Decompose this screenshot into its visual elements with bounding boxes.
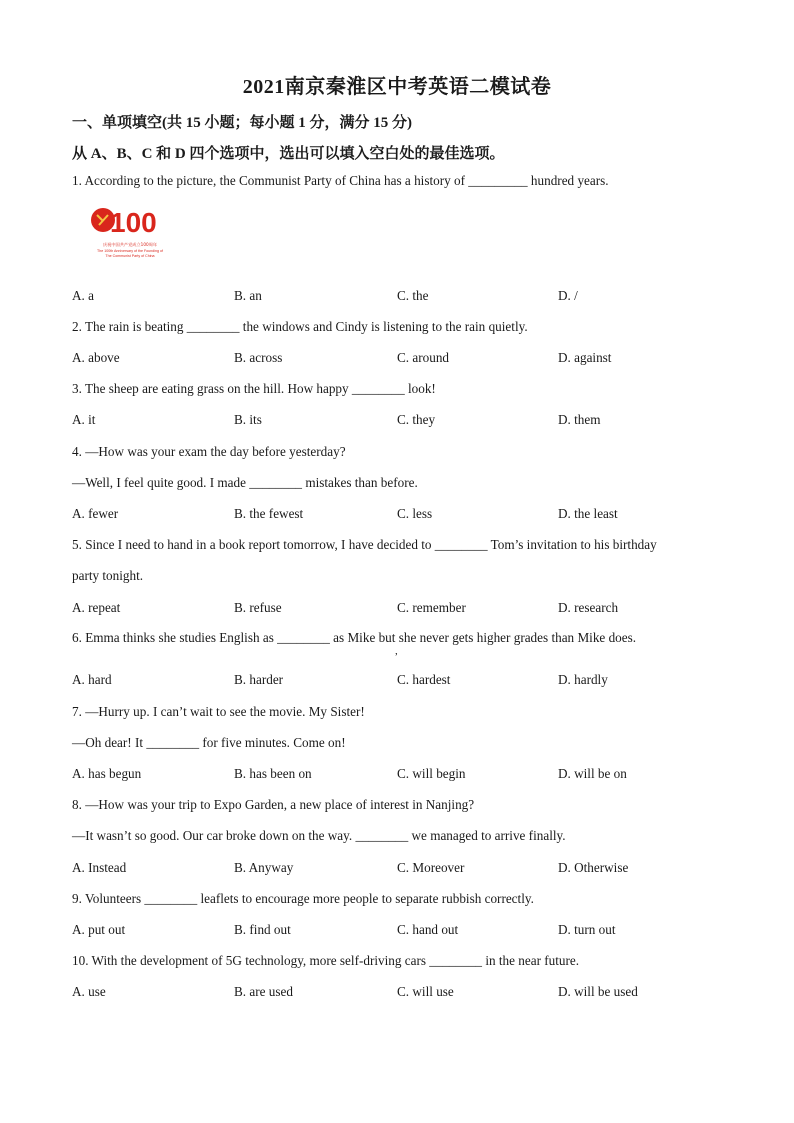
question-5-stem-line-1: 5. Since I need to hand in a book report tomorrow, I have decided to ________ Tom’s invitation to his birthday [72, 537, 657, 552]
option-b[interactable]: B. has been on [234, 766, 312, 781]
question-5-options [72, 600, 732, 618]
option-d[interactable]: D. will be on [558, 766, 627, 781]
question-4-stem-line-1: 4. —How was your exam the day before yesterday? [72, 444, 346, 459]
question-9-stem: 9. Volunteers ________ leaflets to encourage more people to separate rubbish correctly. [72, 891, 534, 906]
question-1-options [72, 288, 732, 306]
option-b[interactable]: B. across [234, 350, 283, 365]
question-3-stem: 3. The sheep are eating grass on the hill. How happy ________ look! [72, 381, 436, 396]
option-c[interactable]: C. around [397, 350, 450, 365]
option-a[interactable]: A. hard [72, 672, 112, 687]
question-2-options [72, 350, 732, 368]
question-7-stem-line-1: 7. —Hurry up. I can’t wait to see the movie. My Sister! [72, 704, 365, 719]
option-b[interactable]: B. its [234, 412, 262, 427]
option-d[interactable]: D. research [558, 600, 619, 615]
logo-caption-en-2: The Communist Party of China [105, 254, 155, 258]
option-a[interactable]: A. repeat [72, 600, 121, 615]
logo-caption-en-1: The 100th Anniversary of the Founding of [97, 249, 163, 253]
option-b[interactable]: B. find out [234, 922, 291, 937]
option-a[interactable]: A. it [72, 412, 96, 427]
question-2-stem: 2. The rain is beating ________ the windows and Cindy is listening to the rain quietly. [72, 319, 528, 334]
option-c[interactable]: C. Moreover [397, 860, 465, 875]
option-a[interactable]: A. above [72, 350, 120, 365]
question-5-stem-line-2: party tonight. [72, 568, 144, 583]
stray-comma: , [395, 645, 398, 657]
option-d[interactable]: D. turn out [558, 922, 616, 937]
party-100-anniversary-logo [88, 203, 172, 263]
question-10-stem: 10. With the development of 5G technology, more self-driving cars ________ in the near future. [72, 953, 580, 968]
option-a[interactable]: A. a [72, 288, 94, 303]
question-6-options [72, 672, 732, 690]
option-d[interactable]: D. will be used [558, 984, 638, 999]
option-b[interactable]: B. refuse [234, 600, 282, 615]
question-6-stem: 6. Emma thinks she studies English as ________ as Mike but she never gets higher grades than Mike does. [72, 630, 637, 645]
option-d[interactable]: D. / [558, 288, 578, 303]
option-d[interactable]: D. Otherwise [558, 860, 629, 875]
option-c[interactable]: C. remember [397, 600, 466, 615]
question-8-stem-line-2: —It wasn’t so good. Our car broke down on the way. ________ we managed to arrive finally. [72, 828, 566, 843]
option-a[interactable]: A. use [72, 984, 106, 999]
option-d[interactable]: D. hardly [558, 672, 608, 687]
question-9-options [72, 922, 732, 940]
question-3-options [72, 412, 732, 430]
question-7-stem-line-2: —Oh dear! It ________ for five minutes. Come on! [72, 735, 346, 750]
question-8-stem-line-1: 8. —How was your trip to Expo Garden, a new place of interest in Nanjing? [72, 797, 475, 812]
question-10-options [72, 984, 732, 1002]
option-c[interactable]: C. will use [397, 984, 454, 999]
question-1-stem: 1. According to the picture, the Communist Party of China has a history of _________ hundred years. [72, 173, 609, 188]
option-b[interactable]: B. the fewest [234, 506, 304, 521]
question-8-options [72, 860, 732, 878]
option-c[interactable]: C. hardest [397, 672, 451, 687]
option-d[interactable]: D. the least [558, 506, 618, 521]
option-b[interactable]: B. Anyway [234, 860, 294, 875]
option-a[interactable]: A. fewer [72, 506, 119, 521]
page-title: 2021南京秦淮区中考英语二模试卷 [242, 76, 552, 98]
option-b[interactable]: B. are used [234, 984, 293, 999]
question-4-options [72, 506, 732, 524]
option-c[interactable]: C. the [397, 288, 429, 303]
option-c[interactable]: C. they [397, 412, 436, 427]
option-b[interactable]: B. an [234, 288, 262, 303]
question-4-stem-line-2: —Well, I feel quite good. I made ________ mistakes than before. [72, 475, 418, 490]
logo-number: 100 [110, 207, 157, 238]
option-c[interactable]: C. less [397, 506, 433, 521]
question-7-options [72, 766, 732, 784]
option-d[interactable]: D. them [558, 412, 601, 427]
section-heading: 一、单项填空(共 15 小题；每小题 1 分，满分 15 分) [72, 115, 412, 131]
option-c[interactable]: C. will begin [397, 766, 466, 781]
option-a[interactable]: A. has begun [72, 766, 142, 781]
option-c[interactable]: C. hand out [397, 922, 459, 937]
logo-caption-cn: 庆祝中国共产党成立100周年 [102, 242, 158, 247]
section-instruction: 从 A、B、C 和 D 四个选项中，选出可以填入空白处的最佳选项。 [72, 146, 505, 162]
option-a[interactable]: A. Instead [72, 860, 127, 875]
option-d[interactable]: D. against [558, 350, 612, 365]
option-b[interactable]: B. harder [234, 672, 284, 687]
option-a[interactable]: A. put out [72, 922, 126, 937]
